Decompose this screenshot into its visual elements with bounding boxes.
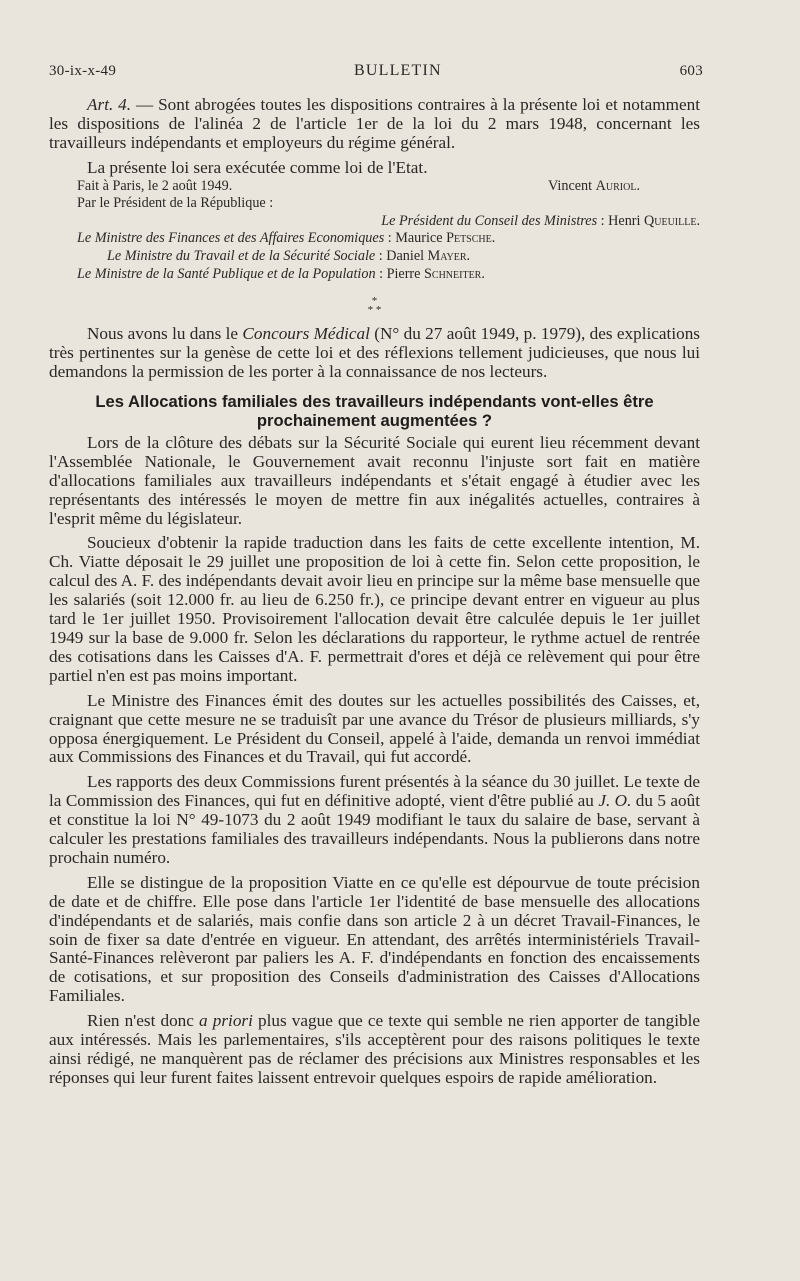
signatory-conseil: Le Président du Conseil des Ministres : Henri Queuille. [381, 212, 700, 229]
page-body [49, 96, 700, 1088]
paragraph-5: Elle se distingue de la proposition Viatte en ce qu'elle est dépourvue de toute précision de date et de chiffre. Elle pose dans l'article 1er l'identité de base mensuelle des allocations d'indépendants et de salariés, mais confie dans son article 2 à un décret Travail-Finances, le soin de fixer sa date d'entrée en vigueur. En attendant, des arrêtés interministériels Travail-Santé-Finances relèveront par paliers les A. F. d'indépendants en fonction des encaissements de cotisations, et sur proposition des Conseils d'administration des Caisses d'Allocations Familiales. [49, 872, 700, 1006]
signature-block [49, 178, 700, 284]
signatory-finances: Le Ministre des Finances et des Affaires Economiques : Maurice Petsche. [77, 230, 496, 247]
signatory-sante: Le Ministre de la Santé Publique et de la Population : Pierre Schneiter. [77, 265, 485, 282]
par-le-president: Par le Président de la République : [77, 195, 274, 212]
article-text: — Sont abrogées toutes les dispositions contraires à la présente loi et notamment les dispositions de l'alinéa 2 de l'article 1er de la loi du 2 mars 1948, concernant les travailleurs indépendants et employeurs du régime général. [49, 95, 700, 152]
article-4 [49, 96, 700, 153]
intro-paragraph: Nous avons lu dans le Concours Médical (N° du 27 août 1949, p. 1979), des explications très pertinentes sur la genèse de cette loi et des réflexions tellement judicieuses, que nous lui demandons la permission de les porter à la connaissance de nos lecteurs. [49, 324, 700, 381]
paragraph-2: Soucieux d'obtenir la rapide traduction dans les faits de cette excellente intention, M. Ch. Viatte déposait le 29 juillet une proposition de loi à cette fin. Selon cette proposition, le calcul des A. F. des indépendants devait avoir lieu en principe sur la même base mensuelle que les salariés (soit 12.000 fr. au lieu de 6.250 fr.), ce principe devant entrer en vigueur au plus tard le 1er juillet 1950. Provisoirement l'allocation devait être calculée depuis le 1er juillet 1949 sur la base de 9.000 fr. Selon les déclarations du rapporteur, le rythme actuel de rentrée des cotisations dans les Caisses d'A. F. permettrait d'ores et déjà ce relèvement qui pour être partiel n'en est pas moins important. [49, 533, 700, 685]
signatory-travail: Le Ministre du Travail et de la Sécurité Sociale : Daniel Mayer. [107, 248, 471, 264]
fait-a-paris: Fait à Paris, le 2 août 1949. [77, 177, 233, 194]
signature-line [49, 178, 700, 196]
section-title: Les Allocations familiales des travailleurs indépendants vont-elles être prochainement augmentées ? [95, 391, 654, 430]
section-separator [49, 297, 700, 315]
paragraph-4: Les rapports des deux Commissions furent présentés à la séance du 30 juillet. Le texte de la Commission des Finances, qui fut en définitive adopté, vient d'être publié au J. O. du 5 août et constitue la loi N° 49-1073 du 2 août 1949 modifiant le taux du salaire de base, servant à calculer les prestations familiales des travailleurs indépendants. Nous la publierons dans notre prochain numéro. [49, 772, 701, 867]
star-bottom: * * [367, 304, 382, 317]
header-title: BULLETIN [353, 62, 442, 79]
header-date: 30-ix-x-49 [49, 63, 117, 79]
star-top: * [371, 295, 378, 308]
president-signature: Vincent Auriol. [548, 177, 640, 194]
running-header [49, 62, 703, 80]
article-label: Art. 4. [87, 95, 132, 114]
paragraph-3: Le Ministre des Finances émit des doutes sur les actuelles possibilités des Caisses, et, craignant que cette mesure ne se traduisît par une avance du Trésor de plusieurs milliards, s'y opposa énergiquement. Le Président du Conseil, appelé à l'aide, demanda un renvoi immédiat aux Commissions des Finances et du Travail, qui fut accordé. [49, 690, 700, 767]
paragraph-1: Lors de la clôture des débats sur la Sécurité Sociale qui eurent lieu récemment devant l'Assemblée Nationale, le Gouvernement avait reconnu l'injuste sort fait en matière d'allocations familiales aux travailleurs indépendants et s'était engagé à étudier avec les représentants des intéressés le moyen de mettre fin aux inégalités actuelles, contraires à l'esprit même du législateur. [49, 432, 700, 528]
page-number: 603 [679, 63, 703, 79]
execution-clause: La présente loi sera exécutée comme loi de l'Etat. [87, 157, 428, 177]
paragraph-6: Rien n'est donc a priori plus vague que ce texte qui semble ne rien apporter de tangible aux intéressés. Mais les parlementaires, s'ils acceptèrent pour des raisons politiques le texte ainsi rédigé, ne manquèrent pas de réclamer des précisions aux Ministres responsables et les réponses qui leur furent faites laissent entrevoir quelques espoirs de rapide amélioration. [49, 1011, 701, 1087]
journal-name: Concours Médical [242, 324, 370, 344]
